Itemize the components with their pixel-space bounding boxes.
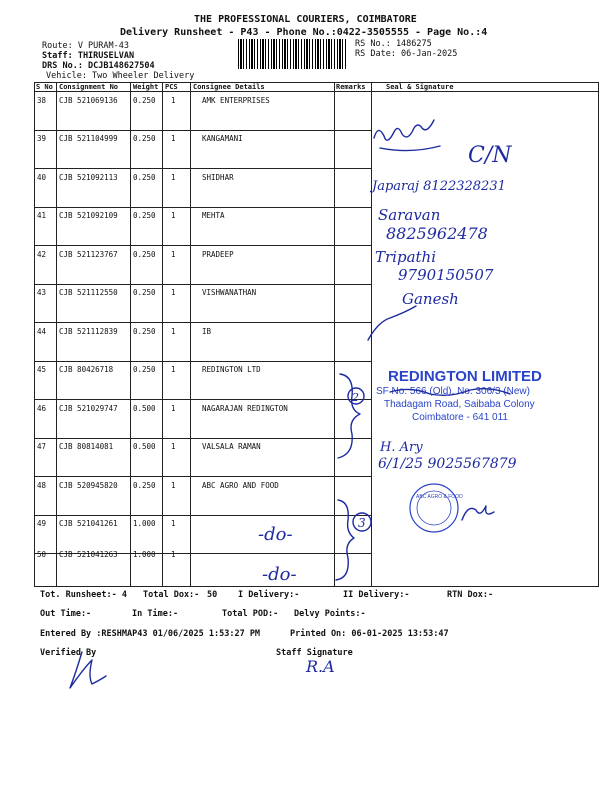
drs-number: DRS No.: DCJB148627504 <box>42 61 155 71</box>
total-pod: Total POD:- <box>222 609 279 619</box>
stamp-address: Thadagam Road, Saibaba Colony <box>384 399 535 410</box>
row-pcs: 1 <box>171 550 176 559</box>
row-weight: 0.250 <box>133 250 156 259</box>
row-consignee: VISHWANATHAN <box>202 288 257 297</box>
row-consignment: CJB 80426718 <box>59 365 114 374</box>
row-consignment: CJB 521123767 <box>59 250 118 259</box>
stamp-text: ABC AGRO & FOOD <box>416 494 463 500</box>
verified-signature <box>70 652 106 688</box>
handwritten-phone: 8825962478 <box>386 224 488 243</box>
total-dox-label: Total Dox:- <box>143 590 200 600</box>
row-sno: 45 <box>37 365 47 374</box>
row-sno: 38 <box>37 96 47 105</box>
row-sno: 40 <box>37 173 47 182</box>
stamp-address: Coimbatore - 641 011 <box>412 412 508 423</box>
printed-on: Printed On: 06-01-2025 13:53:47 <box>290 629 449 639</box>
row-consignee: PRADEEP <box>202 250 234 259</box>
row-sno: 41 <box>37 211 47 220</box>
verified-by: Verified By <box>40 648 97 658</box>
ii-delivery: II Delivery:- <box>343 590 410 600</box>
col-pcs: PCS <box>165 83 178 91</box>
row-pcs: 1 <box>171 519 176 528</box>
col-remarks: Remarks <box>336 83 366 91</box>
row-pcs: 1 <box>171 365 176 374</box>
col-sno: S No <box>36 83 53 91</box>
row-consignee: SHIDHAR <box>202 173 234 182</box>
handwritten-signature: Ganesh <box>402 290 459 308</box>
row-consignee: NAGARAJAN REDINGTON <box>202 404 288 413</box>
stamp-title: REDINGTON LIMITED <box>388 368 542 385</box>
row-consignment: CJB 520945820 <box>59 481 118 490</box>
row-weight: 0.250 <box>133 96 156 105</box>
row-consignee: REDINGTON LTD <box>202 365 261 374</box>
stamp-address: SF No. 566 (Old), No. 306/3 (New) <box>376 386 530 397</box>
row-weight: 0.250 <box>133 327 156 336</box>
staff-signature: R.A <box>306 657 335 676</box>
bracket-mark <box>338 374 360 458</box>
rtn-dox: RTN Dox:- <box>447 590 494 600</box>
row-sno: 42 <box>37 250 47 259</box>
row-consignee: ABC AGRO AND FOOD <box>202 481 279 490</box>
cn-note: C/N <box>468 143 512 168</box>
handwritten-phone: 6/1/25 9025567879 <box>378 456 517 472</box>
circled-digit: 3 <box>358 516 366 530</box>
row-pcs: 1 <box>171 96 176 105</box>
row-pcs: 1 <box>171 288 176 297</box>
ditto-mark: -do- <box>258 524 293 545</box>
total-dox-value: 50 <box>207 590 218 600</box>
row-consignee: MEHTA <box>202 211 225 220</box>
row-pcs: 1 <box>171 134 176 143</box>
rs-date: RS Date: 06-Jan-2025 <box>355 49 458 59</box>
row-sno: 43 <box>37 288 47 297</box>
signature-scribble <box>462 506 494 520</box>
row-weight: 0.500 <box>133 442 156 451</box>
row-consignee: VALSALA RAMAN <box>202 442 261 451</box>
row-consignment: CJB 521104999 <box>59 134 118 143</box>
row-weight: 0.500 <box>133 404 156 413</box>
in-time: In Time:- <box>132 609 179 619</box>
row-consignee: KANGAMANI <box>202 134 243 143</box>
row-weight: 1.000 <box>133 519 156 528</box>
row-pcs: 1 <box>171 173 176 182</box>
delvy-points: Delvy Points:- <box>294 609 366 619</box>
i-delivery: I Delivery:- <box>238 590 300 600</box>
row-consignee: AMK ENTERPRISES <box>202 96 270 105</box>
row-pcs: 1 <box>171 211 176 220</box>
col-consignment: Consignment No <box>59 83 119 91</box>
row-weight: 1.000 <box>133 550 156 559</box>
handwritten-name: Tripathi <box>375 248 437 266</box>
row-consignment: CJB 521092109 <box>59 211 118 220</box>
handwritten-phone: 9790150507 <box>398 266 494 284</box>
row-sno: 46 <box>37 404 47 413</box>
col-weight: Weight <box>133 83 159 91</box>
row-weight: 0.250 <box>133 481 156 490</box>
circled-digit: 2 <box>352 391 359 404</box>
tick-mark <box>368 306 416 340</box>
bracket-mark <box>336 500 354 580</box>
ditto-mark: -do- <box>262 564 297 585</box>
signature-scribble <box>380 146 440 151</box>
handwritten-phone: Japaraj 8122328231 <box>372 179 506 194</box>
row-consignment: CJB 521041263 <box>59 550 118 559</box>
col-seal-signature: Seal & Signature <box>386 83 454 91</box>
row-sno: 47 <box>37 442 47 451</box>
handwritten-name: H. Ary <box>380 440 423 455</box>
row-weight: 0.250 <box>133 365 156 374</box>
entered-by: Entered By :RESHMAP43 01/06/2025 1:53:27 PM <box>40 629 261 639</box>
row-consignment: CJB 521029747 <box>59 404 118 413</box>
route: Route: V PURAM-43 <box>42 41 129 51</box>
row-sno: 48 <box>37 481 47 490</box>
row-consignee: IB <box>202 327 212 336</box>
row-pcs: 1 <box>171 327 176 336</box>
row-pcs: 1 <box>171 442 176 451</box>
row-weight: 0.250 <box>133 173 156 182</box>
row-weight: 0.250 <box>133 211 156 220</box>
row-consignment: CJB 521092113 <box>59 173 118 182</box>
out-time: Out Time:- <box>40 609 92 619</box>
staff-signature-label: Staff Signature <box>276 648 353 658</box>
row-sno: 39 <box>37 134 47 143</box>
redington-stamp <box>376 368 542 423</box>
signature-scribble <box>374 120 434 140</box>
row-consignment: CJB 80814081 <box>59 442 114 451</box>
col-consignee: Consignee Details <box>193 83 265 91</box>
row-sno: 44 <box>37 327 47 336</box>
row-pcs: 1 <box>171 481 176 490</box>
runsheet-title: Delivery Runsheet - P43 - Phone No.:0422-3505555 - Page No.:4 <box>120 27 488 38</box>
row-consignment: CJB 521041261 <box>59 519 118 528</box>
tot-runsheet: Tot. Runsheet:- 4 <box>40 590 127 600</box>
vehicle: Vehicle: Two Wheeler Delivery <box>46 71 195 81</box>
staff: Staff: THIRUSELVAN <box>42 51 135 61</box>
abc-round-stamp <box>410 484 463 532</box>
company-name: THE PROFESSIONAL COURIERS, COIMBATORE <box>194 14 417 25</box>
row-sno: 50 <box>37 550 47 559</box>
row-weight: 0.250 <box>133 134 156 143</box>
row-consignment: CJB 521069136 <box>59 96 118 105</box>
row-pcs: 1 <box>171 404 176 413</box>
row-consignment: CJB 521112550 <box>59 288 118 297</box>
rs-number: RS No.: 1486275 <box>355 39 432 49</box>
row-consignment: CJB 521112839 <box>59 327 118 336</box>
row-pcs: 1 <box>171 250 176 259</box>
handwritten-name: Saravan <box>378 206 441 224</box>
row-weight: 0.250 <box>133 288 156 297</box>
row-sno: 49 <box>37 519 47 528</box>
